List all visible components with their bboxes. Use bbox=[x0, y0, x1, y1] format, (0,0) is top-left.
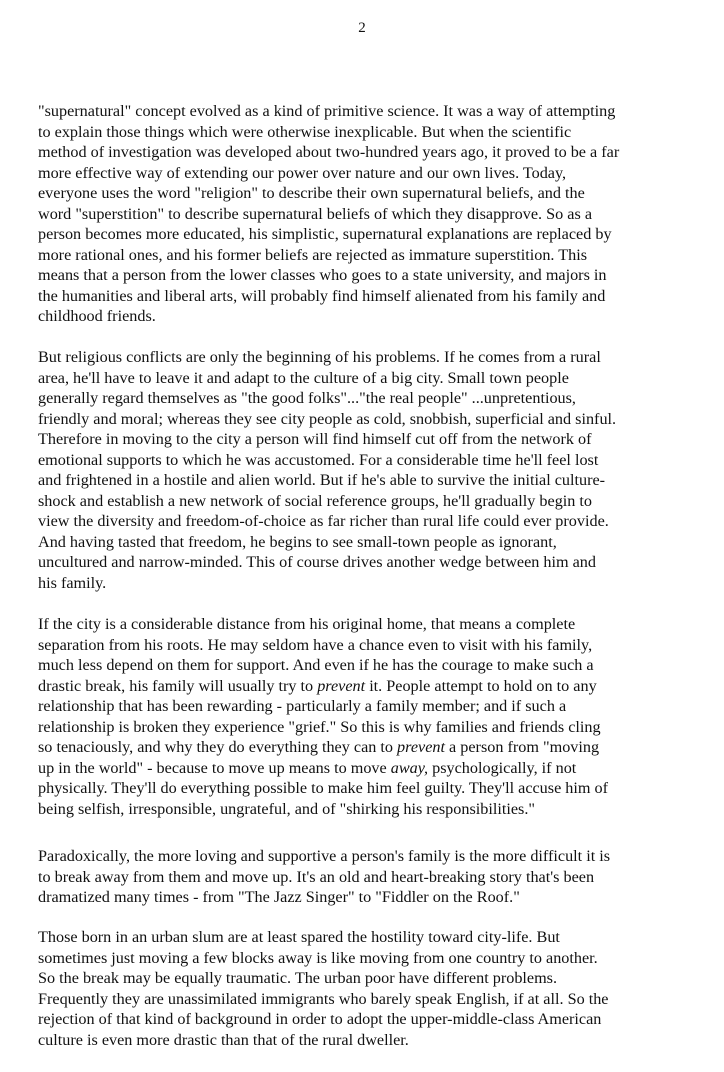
paragraph-3 bbox=[38, 614, 688, 819]
page-number: 2 bbox=[358, 20, 366, 36]
text-segment: so tenaciously, and why they do everything they can to bbox=[38, 738, 398, 756]
text-line: But religious conflicts are only the beginning of his problems. If he comes from a rural bbox=[38, 348, 601, 366]
text-line: to break away from them and move up. It's an old and heart-breaking story that's been bbox=[38, 867, 595, 886]
text-line: being selfish, irresponsible, ungrateful, and of "shirking his responsibilities." bbox=[38, 799, 535, 818]
text-line: relationship that has been rewarding - particularly a family member; and if such a bbox=[38, 697, 567, 715]
text-segment: drastic break, his family will usually try to bbox=[38, 676, 318, 695]
text-line: the humanities and liberal arts, will probably find himself alienated from his family and bbox=[38, 286, 606, 305]
text-line: person becomes more educated, his simplistic, supernatural explanations are replaced by bbox=[38, 225, 612, 243]
text-line: culture is even more drastic than that of the rural dweller. bbox=[38, 1030, 409, 1049]
text-line: friendly and moral; whereas they see city people as cold, snobbish, superficial and sinful. bbox=[38, 409, 617, 428]
text-line: and frightened in a hostile and alien world. But if he's able to survive the initial culture- bbox=[38, 471, 606, 489]
text-line: "supernatural" concept evolved as a kind of primitive science. It was a way of attempting bbox=[38, 102, 616, 120]
text-segment: psychologically, if not bbox=[428, 758, 577, 777]
text-line: rejection of that kind of background in order to adopt the upper-middle-class American bbox=[38, 1010, 602, 1028]
text-line bbox=[38, 676, 688, 697]
text-line: means that a person from the lower classes who goes to a state university, and majors in bbox=[38, 266, 607, 284]
text-line: to explain those things which were otherwise inexplicable. But when the scientific bbox=[38, 122, 572, 141]
paragraph-4 bbox=[38, 846, 688, 908]
text-line: Frequently they are unassimilated immigrants who barely speak English, if at all. So the bbox=[38, 989, 609, 1008]
text-line: childhood friends. bbox=[38, 307, 156, 325]
text-line: emotional supports to which he was accustomed. For a considerable time he'll feel lost bbox=[38, 450, 599, 469]
text-line: sometimes just moving a few blocks away is like moving from one country to another. bbox=[38, 948, 598, 967]
text-segment: it. People attempt to hold on to any bbox=[365, 676, 597, 695]
text-line: physically. They'll do everything possible to make him feel guilty. They'll accuse him of bbox=[38, 779, 609, 797]
paragraph-5 bbox=[38, 927, 688, 1050]
text-line: much less depend on them for support. And even if he has the courage to make such a bbox=[38, 656, 594, 674]
text-line: more rational ones, and his former beliefs are rejected as immature superstition. This bbox=[38, 245, 587, 264]
text-line: view the diversity and freedom-of-choice as far richer than rural life could ever provide. bbox=[38, 512, 609, 530]
text-line: relationship is broken they experience "grief." So this is why families and friends cling bbox=[38, 717, 601, 736]
text-line: separation from his roots. He may seldom have a chance even to visit with his family, bbox=[38, 635, 593, 654]
text-line: area, he'll have to leave it and adapt to the culture of a big city. Small town people bbox=[38, 368, 569, 387]
text-line bbox=[38, 737, 688, 758]
text-segment: a person from "moving bbox=[445, 738, 600, 756]
text-line: And having tasted that freedom, he begins to see small-town people as ignorant, bbox=[38, 532, 557, 551]
text-line: everyone uses the word "religion" to describe their own supernatural beliefs, and the bbox=[38, 184, 585, 202]
text-line bbox=[38, 758, 688, 779]
text-line: Therefore in moving to the city a person will find himself cut off from the network of bbox=[38, 430, 592, 448]
paragraph-1 bbox=[38, 101, 688, 327]
text-line: If the city is a considerable distance from his original home, that means a complete bbox=[38, 615, 576, 633]
italic-emphasis: prevent bbox=[317, 676, 366, 695]
text-line: Paradoxically, the more loving and supportive a person's family is the more difficult it is bbox=[38, 847, 611, 865]
text-line: uncultured and narrow-minded. This of course drives another wedge between him and bbox=[38, 553, 596, 571]
text-line: word "superstition" to describe supernatural beliefs of which they disapprove. So as a bbox=[38, 204, 593, 223]
text-line: his family. bbox=[38, 573, 107, 592]
text-line: So the break may be equally traumatic. The urban poor have different problems. bbox=[38, 969, 558, 987]
text-line: more effective way of extending our power over nature and our own lives. Today, bbox=[38, 163, 567, 182]
text-line: method of investigation was developed about two-hundred years ago, it proved to be a far bbox=[38, 143, 620, 161]
italic-emphasis: away, bbox=[390, 758, 429, 777]
paragraph-2 bbox=[38, 347, 688, 593]
text-line: dramatized many times - from "The Jazz Singer" to "Fiddler on the Roof." bbox=[38, 888, 520, 906]
text-line: Those born in an urban slum are at least spared the hostility toward city-life. But bbox=[38, 928, 560, 946]
italic-emphasis: prevent bbox=[397, 738, 445, 756]
text-segment: up in the world" - because to move up means to move bbox=[38, 758, 391, 777]
text-line: shock and establish a new network of social reference groups, he'll gradually begin to bbox=[38, 491, 593, 510]
text-line: generally regard themselves as "the good folks"..."the real people" ...unpretentious, bbox=[38, 389, 576, 407]
